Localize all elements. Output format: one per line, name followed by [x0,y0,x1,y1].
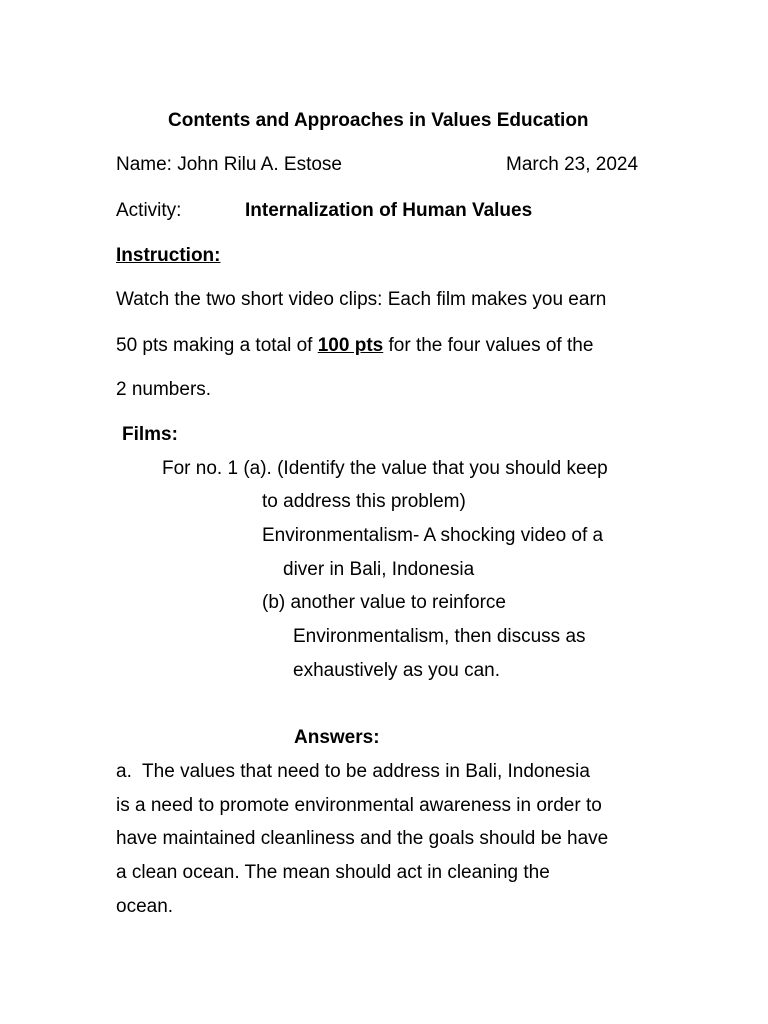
answers-line-5: ocean. [116,896,174,917]
activity-title: Internalization of Human Values [245,200,533,221]
films-line-7: exhaustively as you can. [293,660,501,681]
document-title: Contents and Approaches in Values Education [168,110,589,131]
activity-label: Activity: [116,200,182,221]
films-line-6: Environmentalism, then discuss as [293,626,586,647]
films-line-4: diver in Bali, Indonesia [283,559,475,580]
answers-line-2: is a need to promote environmental awareness in order to [116,795,602,816]
instruction-line-1: Watch the two short video clips: Each film makes you earn [116,289,607,310]
answers-line-1: a. The values that need to be address in Bali, Indonesia [116,761,590,782]
films-line-5: (b) another value to reinforce [262,592,506,613]
answers-line-3: have maintained cleanliness and the goals should be have [116,828,609,849]
films-line-2: to address this problem) [262,491,466,512]
student-name: Name: John Rilu A. Estose [116,154,342,175]
instruction-line-3: 2 numbers. [116,379,212,400]
answers-line-4: a clean ocean. The mean should act in cleaning the [116,862,550,883]
document-date: March 23, 2024 [506,154,639,175]
films-line-3: Environmentalism- A shocking video of a [262,525,604,546]
instruction-line-2 [116,334,593,358]
total-points: 100 pts [317,335,384,356]
films-heading: Films: [122,424,178,445]
films-line-1: For no. 1 (a). (Identify the value that you should keep [162,458,608,479]
instruction-line-2-end: for the four values of the [383,335,594,356]
instruction-heading: Instruction: [116,245,221,266]
answers-heading: Answers: [294,727,380,748]
instruction-line-2-start: 50 pts making a total of [116,335,318,356]
